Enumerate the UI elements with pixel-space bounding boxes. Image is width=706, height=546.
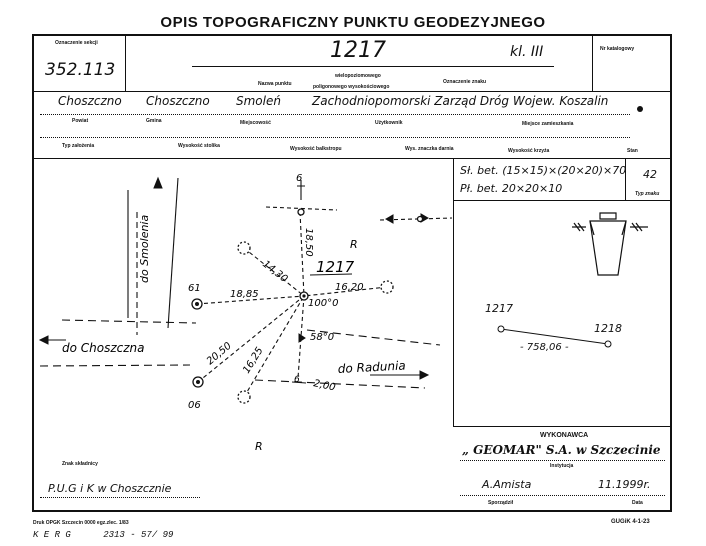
divider <box>453 158 454 426</box>
arrow-up-icon <box>154 178 162 188</box>
distance-label: 16,20 <box>335 282 364 293</box>
post-point <box>418 217 423 222</box>
print-info: Druk OPGK Szczecin 0000 egz.zlec. 1/83 <box>33 520 129 526</box>
institution-label: Instytucja <box>550 463 574 469</box>
uzytkownik-value: Zachodniopomorski Zarząd Dróg Wojew. Koszalin <box>312 94 609 108</box>
link-from-label: 1217 <box>485 302 513 315</box>
link-distance: - 758,06 - <box>520 342 569 353</box>
divider <box>453 200 672 201</box>
miejscowosc-value: Smoleń <box>236 94 281 108</box>
tree-symbol-icon <box>381 281 393 293</box>
dotted-line <box>40 114 630 115</box>
col-label-2: Wysokość stolika <box>178 143 220 149</box>
col-label-3: Wysokość balkstropu <box>290 146 342 152</box>
gmina-label: Gmina <box>146 118 162 124</box>
sheet-label: Oznaczenie sekcji <box>55 40 98 46</box>
store-label: Znak składnicy <box>62 461 98 467</box>
coordinate-label-2: poligonowego wysokościowego <box>313 84 390 90</box>
sign-label: Oznaczenie znaku <box>443 79 487 85</box>
distance-label: 20,50 <box>204 340 234 368</box>
miejsce-label: Miejsce zamieszkania <box>522 121 574 127</box>
form-code: GUGiK 4-1-23 <box>611 519 650 525</box>
tree-symbol-icon <box>238 242 250 254</box>
divider <box>125 34 126 91</box>
main-road-edge <box>255 380 425 388</box>
post-label: 6 <box>296 173 303 184</box>
post-body <box>590 221 626 275</box>
distance-label: 16,25 <box>241 345 266 376</box>
divider <box>32 91 672 92</box>
powiat-label: Powiat <box>72 118 89 124</box>
contractor-label: WYKONAWCA <box>540 432 589 439</box>
road-label-vertical: do Smolenia <box>138 214 151 283</box>
powiat-value: Choszczno <box>58 94 122 108</box>
coordinate-label-1: wielopoziomowego <box>335 73 381 79</box>
col-label-1: Typ założenia <box>62 143 95 149</box>
sign-type-number: 42 <box>643 168 657 181</box>
surveyor-name: A.Amista <box>482 478 532 491</box>
center-label: 1217 <box>316 258 355 276</box>
topographic-sketch <box>32 158 453 453</box>
angle-label: 58°0 <box>310 332 335 343</box>
area-label: R <box>255 440 263 453</box>
survey-date: 11.1999r. <box>598 478 651 491</box>
registration-code: K E R G 2313 - 57/ 99 <box>33 530 174 540</box>
arrow-left-icon <box>386 215 393 223</box>
col-label-4: Wys. znaczka darnia <box>405 146 454 152</box>
arrow-left-icon <box>40 336 48 344</box>
dotted-line <box>460 495 665 496</box>
arrow-icon <box>299 334 305 342</box>
area-label: R <box>350 238 358 251</box>
miejscowosc-label: Miejscowość <box>240 120 271 126</box>
link-to-label: 1218 <box>594 322 622 335</box>
point-06-label: 06 <box>188 400 201 411</box>
col-label-6: Stan <box>627 148 638 154</box>
road-label-right: do Radunia <box>337 358 407 376</box>
distance-label: 6 <box>294 375 300 385</box>
dotted-line <box>40 497 200 498</box>
main-road-edge <box>40 365 190 366</box>
col-label-5: Wysokość krzyża <box>508 148 550 154</box>
sign-description-line1: Sł. bet. (15×15)×(20×20)×70 <box>460 164 627 177</box>
surveyor-label: Sporządził <box>488 500 514 506</box>
angle-label: 100°0 <box>308 298 339 309</box>
point-number: 1217 <box>330 38 386 63</box>
road-label-left: do Choszczna <box>62 341 145 355</box>
point-name-label: Nazwa punktu <box>258 81 292 87</box>
side-road-edge <box>168 178 178 328</box>
store-value: P.U.G i K w Choszcznie <box>48 482 172 495</box>
arrow-right-icon <box>420 371 428 379</box>
sheet-value: 352.113 <box>45 60 116 80</box>
document-title: OPIS TOPOGRAFICZNY PUNKTU GEODEZYJNEGO <box>160 14 546 31</box>
distance-label: 18,85 <box>230 289 259 300</box>
point-number-underline <box>192 66 554 67</box>
post-top <box>600 213 616 219</box>
distance-label: 2,00 <box>312 378 337 394</box>
catalog-label: Nr katalogowy <box>600 46 635 52</box>
tree-symbol-icon <box>238 391 250 403</box>
point-dot <box>195 302 199 306</box>
point-dot <box>196 380 200 384</box>
sign-profile-drawing <box>560 205 660 280</box>
uzytkownik-label: Użytkownik <box>375 120 403 126</box>
point-dot <box>302 294 305 297</box>
gmina-value: Choszczno <box>146 94 210 108</box>
divider <box>453 426 672 427</box>
distance-label: 18,50 <box>303 228 314 257</box>
dotted-line <box>460 460 665 461</box>
post-edge <box>590 221 626 235</box>
contractor-name: „ GEOMAR" S.A. w Szczecinie <box>462 443 661 457</box>
divider <box>592 34 593 91</box>
point-61-label: 61 <box>188 283 201 294</box>
sign-type-label: Typ znaku <box>635 191 660 197</box>
class-value: kl. III <box>510 44 544 60</box>
dotted-line <box>40 137 630 138</box>
post-point <box>298 209 304 215</box>
distance-label: 14,30 <box>260 258 290 285</box>
location-dot-icon <box>637 106 643 112</box>
date-label: Data <box>632 500 643 506</box>
sign-description-line2: Pł. bet. 20×20×10 <box>460 182 563 195</box>
